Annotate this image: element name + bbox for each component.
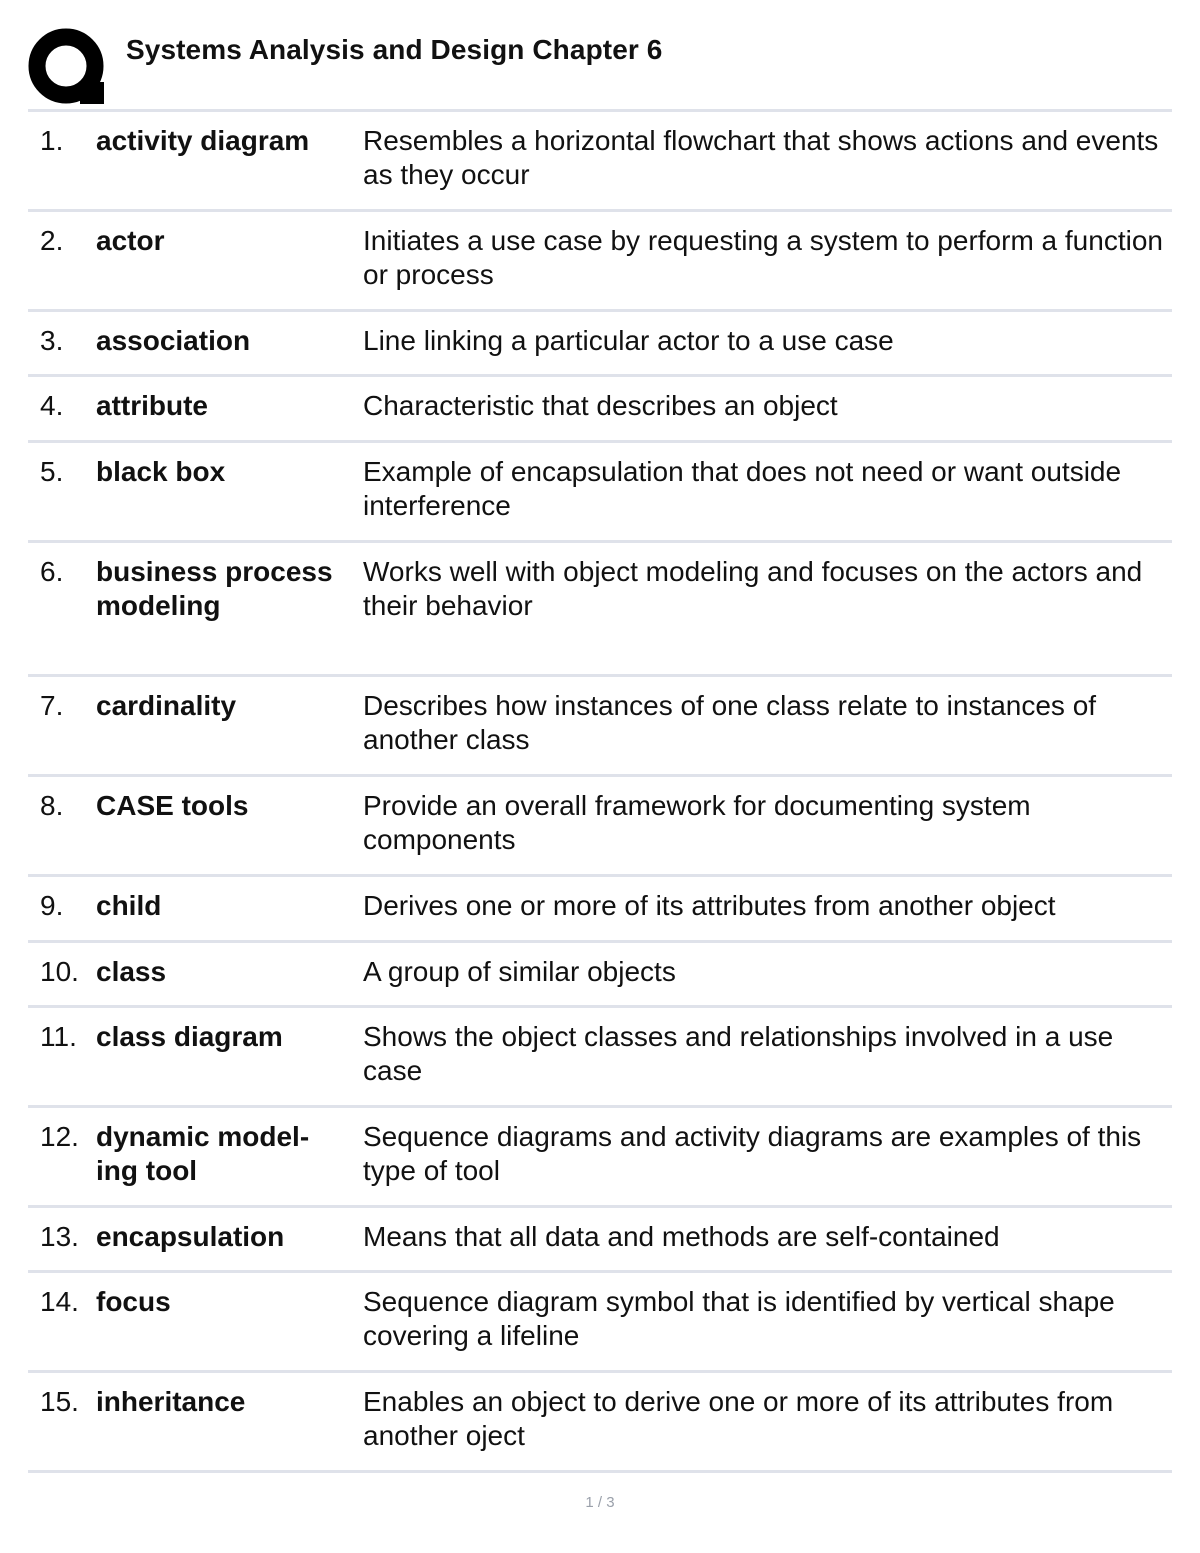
term-definition: Resembles a horizontal flowchart that shows actions and events as they occur — [363, 125, 1159, 190]
term-row — [28, 1008, 1172, 1108]
term-row — [28, 443, 1172, 543]
term-number: 11. — [40, 1021, 77, 1052]
term-definition: Initiates a use case by requesting a system to perform a function or process — [363, 225, 1163, 290]
term-name: cardinality — [96, 690, 237, 721]
term-definition: Derives one or more of its attributes from another object — [363, 890, 1056, 921]
term-name: actor — [96, 225, 165, 256]
term-definition: Means that all data and methods are self-contained — [363, 1221, 1000, 1252]
term-name: CASE tools — [96, 790, 249, 821]
term-number: 8. — [40, 790, 64, 821]
term-number: 13. — [40, 1221, 79, 1252]
term-definition: Example of encapsulation that does not need or want outside interference — [363, 456, 1122, 521]
term-name: class diagram — [96, 1021, 283, 1052]
term-row — [28, 112, 1172, 212]
term-row — [28, 312, 1172, 377]
term-definition: Works well with object modeling and focuses on the actors and their behavior — [363, 556, 1143, 621]
term-definition: Line linking a particular actor to a use case — [363, 325, 894, 356]
term-number: 2. — [40, 225, 64, 256]
term-row — [28, 877, 1172, 943]
term-name: attribute — [96, 390, 208, 421]
term-list — [28, 112, 1172, 1473]
term-name: inheritance — [96, 1386, 246, 1417]
term-definition: Sequence diagram symbol that is identified by vertical shape covering a lifeline — [363, 1286, 1115, 1351]
term-definition: Sequence diagrams and activity diagrams are examples of this type of tool — [363, 1121, 1142, 1186]
term-number: 12. — [40, 1121, 79, 1152]
term-definition: A group of similar objects — [363, 956, 676, 987]
term-number: 9. — [40, 890, 64, 921]
page-indicator: 1 / 3 — [585, 1494, 615, 1511]
term-row — [28, 377, 1172, 443]
term-name: dynamic model- ing tool — [96, 1121, 310, 1186]
term-number: 6. — [40, 556, 64, 587]
term-name: black box — [96, 456, 226, 487]
term-number: 5. — [40, 456, 64, 487]
term-name: focus — [96, 1286, 171, 1317]
term-number: 1. — [40, 125, 64, 156]
quizlet-q-logo-icon — [28, 28, 108, 108]
term-definition: Describes how instances of one class relate to instances of another class — [363, 690, 1097, 755]
term-number: 7. — [40, 690, 64, 721]
term-row — [28, 777, 1172, 877]
term-row — [28, 1108, 1172, 1208]
term-number: 10. — [40, 956, 79, 987]
term-number: 14. — [40, 1286, 79, 1317]
term-definition: Shows the object classes and relationships involved in a use case — [363, 1021, 1114, 1086]
page-header — [28, 28, 1172, 110]
term-number: 4. — [40, 390, 64, 421]
term-row — [28, 1373, 1172, 1473]
term-name: business process modeling — [96, 556, 333, 621]
term-number: 3. — [40, 325, 64, 356]
term-row — [28, 1273, 1172, 1373]
term-name: activity diagram — [96, 125, 310, 156]
term-row — [28, 1208, 1172, 1273]
term-row — [28, 943, 1172, 1008]
term-row — [28, 677, 1172, 777]
page-title: Systems Analysis and Design Chapter 6 — [126, 34, 663, 65]
term-definition: Provide an overall framework for documenting system components — [363, 790, 1031, 855]
term-name: class — [96, 956, 167, 987]
term-name: encapsulation — [96, 1221, 285, 1252]
term-name: association — [96, 325, 251, 356]
term-row — [28, 543, 1172, 677]
term-definition: Characteristic that describes an object — [363, 390, 838, 421]
term-row — [28, 212, 1172, 312]
term-definition: Enables an object to derive one or more of its attributes from another oject — [363, 1386, 1114, 1451]
term-name: child — [96, 890, 162, 921]
term-number: 15. — [40, 1386, 79, 1417]
